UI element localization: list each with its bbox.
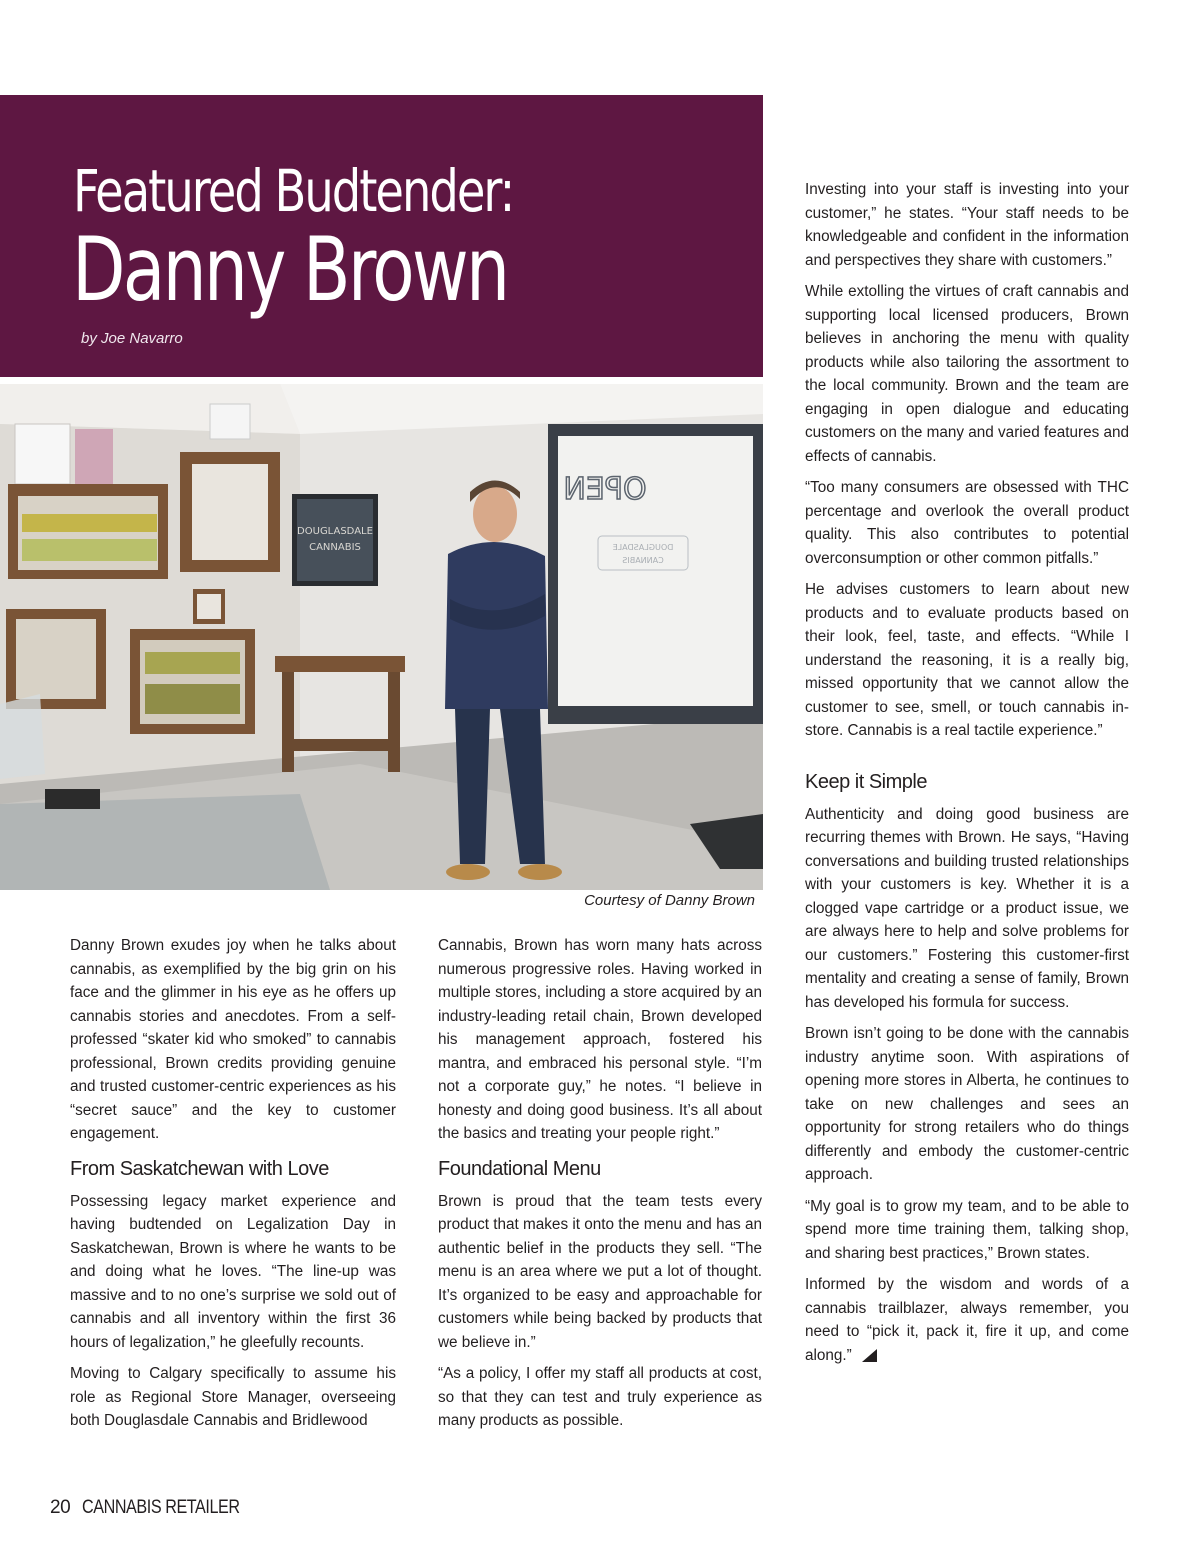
svg-text:CANNABIS: CANNABIS [622, 556, 664, 565]
photo-caption: Courtesy of Danny Brown [584, 892, 755, 909]
section-heading: Keep it Simple [805, 770, 927, 793]
text-column-3 [805, 178, 1129, 1375]
section-heading: From Saskatchewan with Love [70, 1157, 329, 1180]
publication-name: CANNABIS RETAILER [82, 1497, 240, 1518]
paragraph-text: Informed by the wisdom and words of a cannabis trailblazer, always remember, you need to “pick it, pack it, fire it up, and come along.” [805, 1276, 1129, 1364]
svg-text:DOUGLASDALE: DOUGLASDALE [297, 526, 373, 537]
paragraph: Moving to Calgary specifically to assume his role as Regional Store Manager, overseeing both Douglasdale Cannabis and Bridlewood [70, 1365, 396, 1429]
text-column-1 [70, 934, 396, 1441]
paragraph: Investing into your staff is investing into your customer,” he states. “Your staff needs to be knowledgeable and confident in the information and perspectives they share with customers.” [805, 181, 1129, 269]
paragraph: Possessing legacy market experience and having budtended on Legalization Day in Saskatchewan, Brown is where he wants to be and doing what he loves. “The line-up was massive and to no one’s surprise we sold out of cannabis and all inventory within the first 36 hours of legalization,” he gleefully recounts. [70, 1192, 396, 1351]
article-kicker: Featured Budtender: [73, 157, 514, 225]
store-interior-illustration [0, 384, 763, 890]
svg-text:DOUGLASDALE: DOUGLASDALE [612, 543, 674, 552]
end-of-article-icon [862, 1349, 877, 1362]
text-column-2 [438, 934, 762, 1441]
svg-text:CANNABIS: CANNABIS [309, 542, 361, 553]
byline: by Joe Navarro [81, 330, 183, 347]
paragraph: “My goal is to grow my team, and to be able to spend more time training them, talking shop, and sharing best practices,” Brown states. [805, 1197, 1129, 1262]
closing-paragraph [805, 1273, 1129, 1367]
paragraph: “Too many consumers are obsessed with THC percentage and overlook the overall product quality. This also contributes to potential overconsumption or other common pitfalls.” [805, 479, 1129, 567]
paragraph: While extolling the virtues of craft cannabis and supporting local licensed producers, Brown believes in anchoring the menu with quality products while also tailoring the assortment to the local community. Brown and the team are engaging in open dialogue and educating customers on the many and varied features and effects of cannabis. [805, 283, 1129, 465]
feature-photo [0, 384, 763, 890]
section-heading: Foundational Menu [438, 1157, 601, 1180]
paragraph: Brown isn’t going to be done with the cannabis industry anytime soon. With aspirations of opening more stores in Alberta, he continues to take on new challenges and sees an opportunity for strong retailers who do things differently and embody the customer-centric approach. [805, 1025, 1129, 1183]
paragraph: Cannabis, Brown has worn many hats across numerous progressive roles. Having worked in multiple stores, including a store acquired by an industry-leading retail chain, Brown developed his management approach, fostered his mantra, and embraced his personal style. “I’m not a corporate guy,” he notes. “I believe in honesty and doing good business. It’s all about the basics and treating your people right.” [438, 937, 762, 1142]
paragraph: He advises customers to learn about new products and to evaluate products based on their look, feel, taste, and effects. “While I understand the reasoning, it is a really big, missed opportunity that we cannot allow the customer to see, smell, or touch cannabis in-store. Cannabis is a real tactile experience.” [805, 581, 1129, 739]
paragraph: “As a policy, I offer my staff all products at cost, so that they can test and truly experience as many products as possible. [438, 1365, 762, 1429]
paragraph: Danny Brown exudes joy when he talks about cannabis, as exemplified by the big grin on his face and the glimmer in his eye as he offers up cannabis stories and anecdotes. From a self-professed “skater kid who smoked” to cannabis professional, Brown credits providing genuine and trusted customer-centric experiences as his “secret sauce” and the key to customer engagement. [70, 937, 396, 1142]
page-footer [50, 1497, 268, 1519]
article-title: Danny Brown [72, 218, 508, 321]
svg-text:OPEN: OPEN [563, 472, 647, 507]
paragraph: Brown is proud that the team tests every product that makes it onto the menu and has an authentic belief in the products they sell. “The menu is an area where we put a lot of thought. It’s organized to be easy and approachable for customers while being backed by products that we believe in.” [438, 1192, 762, 1351]
page-number: 20 [50, 1497, 71, 1518]
paragraph: Authenticity and doing good business are recurring themes with Brown. He says, “Having conversations and building trusted relationships with your customers is key. Whether it is a clogged vape cartridge or a product issue, we are always here to help and solve problems for our customers.” Fostering this customer-first mentality and creating a sense of family, Brown has developed his formula for success. [805, 805, 1129, 1011]
